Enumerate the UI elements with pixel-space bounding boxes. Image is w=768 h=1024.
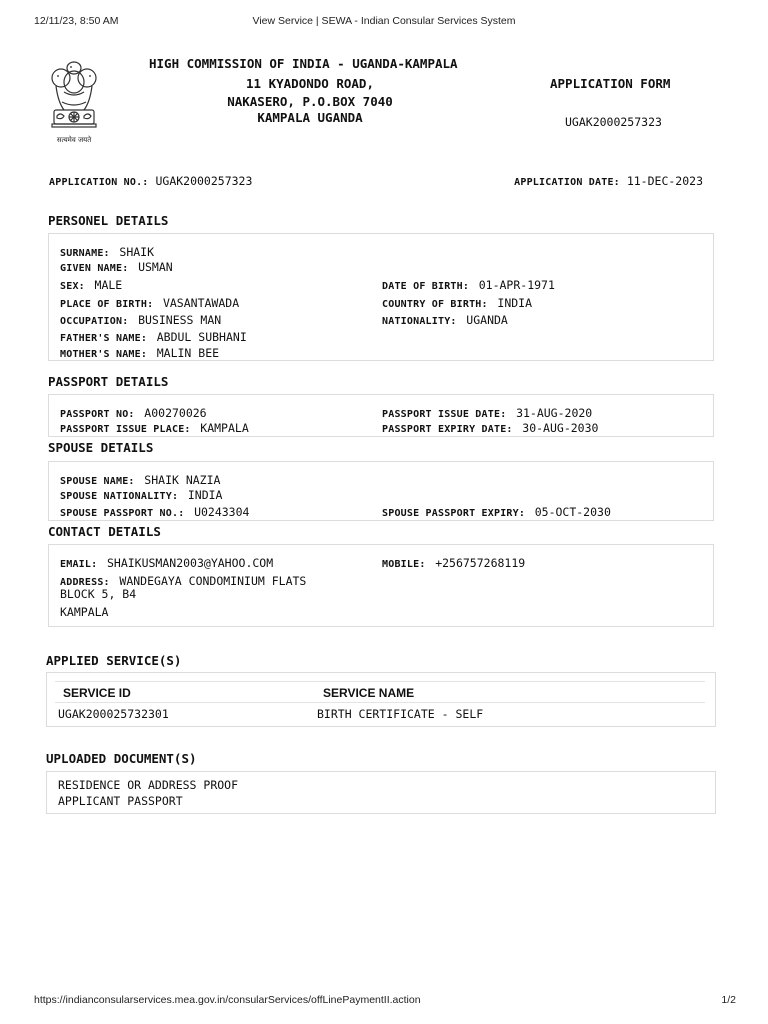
nationality-label: NATIONALITY: [382,316,457,327]
passport-issue-date-value: 31-AUG-2020 [516,406,593,420]
email-field [60,552,273,571]
dob-label: DATE OF BIRTH: [382,281,470,292]
given-name-field [60,256,173,275]
contact-details-heading: CONTACT DETAILS [48,524,161,539]
spouse-passport-expiry-value: 05-OCT-2030 [534,505,611,519]
services-table-header [55,681,705,703]
print-url: https://indianconsularservices.mea.gov.in/consularServices/offLinePaymentII.action [34,994,421,1006]
applied-services-heading: APPLIED SERVICE(S) [46,653,182,668]
pob-label: PLACE OF BIRTH: [60,299,154,310]
service-id-column-header: SERVICE ID [63,686,131,700]
print-page-title: View Service | SEWA - Indian Consular Services System [252,15,516,27]
personal-details-heading: PERSONEL DETAILS [48,213,169,228]
mobile-field [382,552,525,571]
passport-details-box [48,394,714,437]
nationality-field [382,309,508,328]
application-date-value: 11-DEC-2023 [626,174,703,188]
national-emblem-icon [44,58,104,148]
passport-details-heading: PASSPORT DETAILS [48,374,169,389]
office-title: HIGH COMMISSION OF INDIA - UGANDA-KAMPALA [149,56,458,71]
surname-value: SHAIK [119,245,155,259]
passport-issue-place-label: PASSPORT ISSUE PLACE: [60,424,191,435]
pob-value: VASANTAWADA [162,296,240,310]
print-page-number: 1/2 [721,994,736,1006]
spouse-nationality-value: INDIA [187,488,223,502]
application-date-label: APPLICATION DATE: [514,177,620,188]
print-footer [0,994,768,1008]
given-name-label: GIVEN NAME: [60,263,129,274]
address-line1-value: WANDEGAYA CONDOMINIUM FLATS [119,574,307,588]
mother-name-field [60,342,219,361]
service-name-column-header: SERVICE NAME [323,686,415,700]
spouse-passport-label: SPOUSE PASSPORT NO.: [60,508,185,519]
contact-details-box [48,544,714,627]
spouse-passport-expiry-field [382,501,611,520]
surname-label: SURNAME: [60,248,110,259]
spouse-passport-value: U0243304 [194,505,250,519]
application-number [49,174,252,188]
document-item: APPLICANT PASSPORT [58,794,183,808]
document-item: RESIDENCE OR ADDRESS PROOF [58,778,239,792]
email-value: SHAIKUSMAN2003@YAHOO.COM [106,556,274,570]
sex-label: SEX: [60,281,85,292]
print-header [0,15,768,29]
passport-expiry-label: PASSPORT EXPIRY DATE: [382,424,513,435]
passport-expiry-value: 30-AUG-2030 [522,421,599,435]
given-name-value: USMAN [138,260,173,274]
email-label: EMAIL: [60,559,98,570]
passport-no-value: A00270026 [144,406,207,420]
address-line-3: KAMPALA UGANDA [257,110,363,125]
address-line2-value: BLOCK 5, B4 [60,587,137,601]
personal-details-box [48,233,714,361]
spouse-details-heading: SPOUSE DETAILS [48,440,154,455]
cob-label: COUNTRY OF BIRTH: [382,299,488,310]
dob-field [382,274,555,293]
spouse-passport-field [60,501,249,520]
application-number-label: APPLICATION NO.: [49,177,149,188]
address-label: ADDRESS: [60,577,110,588]
spouse-name-value: SHAIK NAZIA [144,473,221,487]
service-id-cell: UGAK200025732301 [58,707,169,721]
dob-value: 01-APR-1971 [478,278,555,292]
address-line-2: NAKASERO, P.O.BOX 7040 [227,94,393,109]
address-line3-value: KAMPALA [60,605,109,619]
occupation-value: BUSINESS MAN [138,313,222,327]
sex-value: MALE [94,278,123,292]
passport-no-label: PASSPORT NO: [60,409,135,420]
uploaded-documents-box [46,771,716,814]
spouse-name-label: SPOUSE NAME: [60,476,135,487]
mother-name-label: MOTHER'S NAME: [60,349,148,360]
uploaded-documents-heading: UPLOADED DOCUMENT(S) [46,751,197,766]
spouse-passport-expiry-label: SPOUSE PASSPORT EXPIRY: [382,508,526,519]
form-title: APPLICATION FORM [550,76,671,91]
print-datetime: 12/11/23, 8:50 AM [34,15,119,27]
nationality-value: UGANDA [466,313,508,327]
address-line-1: 11 KYADONDO ROAD, [246,76,374,91]
application-date [514,174,703,188]
cob-value: INDIA [497,296,533,310]
passport-issue-place-field [60,417,249,436]
service-name-cell: BIRTH CERTIFICATE - SELF [317,707,484,721]
application-number-value: UGAK2000257323 [155,174,253,188]
passport-issue-place-value: KAMPALA [200,421,249,435]
form-reference: UGAK2000257323 [565,115,662,129]
father-name-label: FATHER'S NAME: [60,333,148,344]
passport-issue-date-label: PASSPORT ISSUE DATE: [382,409,507,420]
mobile-label: MOBILE: [382,559,426,570]
applied-services-table [46,672,716,727]
mobile-value: +256757268119 [435,556,526,570]
emblem-motto: सत्यमेव जयते [56,136,92,144]
spouse-nationality-label: SPOUSE NATIONALITY: [60,491,179,502]
occupation-label: OCCUPATION: [60,316,129,327]
passport-expiry-field [382,417,598,436]
father-name-value: ABDUL SUBHANI [156,330,247,344]
spouse-details-box [48,461,714,521]
mother-name-value: MALIN BEE [156,346,220,360]
sex-field [60,274,122,293]
